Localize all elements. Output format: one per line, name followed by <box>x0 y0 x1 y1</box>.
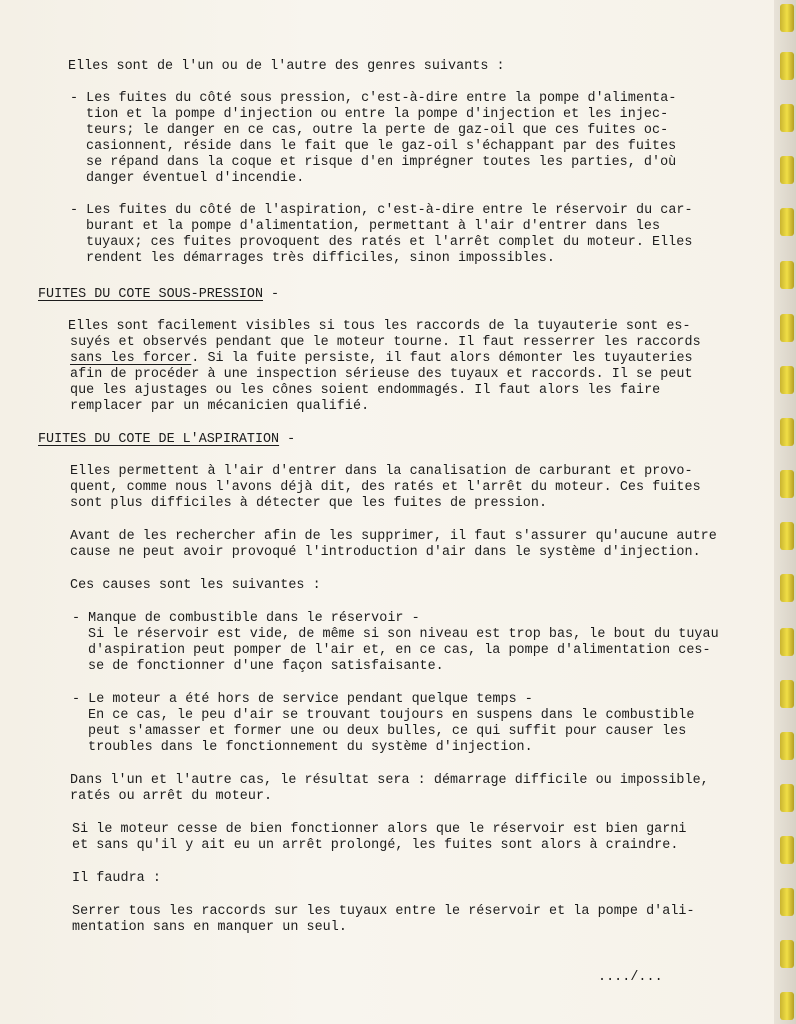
spiral-binding <box>774 0 796 1024</box>
list-item-line: teurs; le danger en ce cas, outre la perte de gaz-oil que ces fuites oc- <box>86 123 669 138</box>
binding-ring <box>780 680 794 708</box>
section-heading <box>38 432 295 448</box>
binding-ring <box>780 836 794 864</box>
binding-ring <box>780 366 794 394</box>
paragraph-line <box>70 351 693 367</box>
paragraph-line: Il faudra : <box>72 871 161 886</box>
cause-line: se de fonctionner d'une façon satisfaisante. <box>88 659 444 674</box>
paragraph-line: suyés et observés pendant que le moteur tourne. Il faut resserrer les raccords <box>70 335 701 350</box>
paragraph-line: Elles permettent à l'air d'entrer dans la canalisation de carburant et provo- <box>70 464 693 479</box>
binding-ring <box>780 156 794 184</box>
paragraph-line: Elles sont facilement visibles si tous les raccords de la tuyauterie sont es- <box>68 319 691 334</box>
paragraph-line: quent, comme nous l'avons déjà dit, des ratés et l'arrêt du moteur. Ces fuites <box>70 480 701 495</box>
list-item-line: danger éventuel d'incendie. <box>86 171 305 186</box>
heading-dash: - <box>279 432 296 447</box>
binding-ring <box>780 261 794 289</box>
paragraph-line: Dans l'un et l'autre cas, le résultat sera : démarrage difficile ou impossible, <box>70 773 709 788</box>
binding-ring <box>780 52 794 80</box>
cause-line: Si le réservoir est vide, de même si son niveau est trop bas, le bout du tuyau <box>88 627 719 642</box>
paragraph-line: Ces causes sont les suivantes : <box>70 578 321 593</box>
binding-ring <box>780 208 794 236</box>
paragraph-line: Avant de les rechercher afin de les supprimer, il faut s'assurer qu'aucune autre <box>70 529 717 544</box>
paragraph-line: ratés ou arrêt du moteur. <box>70 789 273 804</box>
paragraph-line: remplacer par un mécanicien qualifié. <box>70 399 370 414</box>
cause-line: d'aspiration peut pomper de l'air et, en ce cas, la pompe d'alimentation ces- <box>88 643 711 658</box>
paragraph-line: cause ne peut avoir provoqué l'introduction d'air dans le système d'injection. <box>70 545 701 560</box>
continuation-mark: ..../... <box>598 970 663 985</box>
cause-line: En ce cas, le peu d'air se trouvant toujours en suspens dans le combustible <box>88 708 695 723</box>
paragraph-line: afin de procéder à une inspection sérieuse des tuyaux et raccords. Il se peut <box>70 367 693 382</box>
paragraph-line: mentation sans en manquer un seul. <box>72 920 347 935</box>
paragraph-line: Serrer tous les raccords sur les tuyaux entre le réservoir et la pompe d'ali- <box>72 904 695 919</box>
heading-text: FUITES DU COTE DE L'ASPIRATION <box>38 432 280 447</box>
cause-line: troubles dans le fonctionnement du système d'injection. <box>88 740 533 755</box>
binding-ring <box>780 522 794 550</box>
binding-ring <box>780 732 794 760</box>
list-item-line: tuyaux; ces fuites provoquent des ratés et l'arrêt complet du moteur. Elles <box>86 235 693 250</box>
cause-title: - Manque de combustible dans le réservoir - <box>72 611 420 626</box>
binding-ring <box>780 104 794 132</box>
list-item-line: se répand dans la coque et risque d'en imprégner toutes les parties, d'où <box>86 155 677 170</box>
list-item-line: rendent les démarrages très difficiles, sinon impossibles. <box>86 251 555 266</box>
paragraph-line: que les ajustages ou les cônes soient endommagés. Il faut alors les faire <box>70 383 661 398</box>
paragraph-text: . Si la fuite persiste, il faut alors démonter les tuyauteries <box>191 351 693 366</box>
intro-text: Elles sont de l'un ou de l'autre des genres suivants : <box>68 59 505 74</box>
list-item-line: - Les fuites du côté sous pression, c'est-à-dire entre la pompe d'alimenta- <box>70 91 677 106</box>
underlined-text: sans les forcer <box>70 351 192 366</box>
list-item-line: tion et la pompe d'injection ou entre la pompe d'injection et les injec- <box>86 107 669 122</box>
list-item-line: burant et la pompe d'alimentation, permettant à l'air d'entrer dans les <box>86 219 661 234</box>
binding-ring <box>780 940 794 968</box>
cause-title: - Le moteur a été hors de service pendant quelque temps - <box>72 692 533 707</box>
section-heading <box>38 287 279 303</box>
heading-text: FUITES DU COTE SOUS-PRESSION <box>38 287 263 302</box>
paragraph-line: et sans qu'il y ait eu un arrêt prolongé, les fuites sont alors à craindre. <box>72 838 679 853</box>
heading-dash: - <box>263 287 280 302</box>
binding-ring <box>780 784 794 812</box>
paragraph-line: Si le moteur cesse de bien fonctionner alors que le réservoir est bien garni <box>72 822 687 837</box>
binding-ring <box>780 574 794 602</box>
list-item-line: casionnent, réside dans le fait que le gaz-oil s'échappant par des fuites <box>86 139 677 154</box>
binding-ring <box>780 314 794 342</box>
cause-line: peut s'amasser et former une ou deux bulles, ce qui suffit pour causer les <box>88 724 687 739</box>
list-item-line: - Les fuites du côté de l'aspiration, c'est-à-dire entre le réservoir du car- <box>70 203 693 218</box>
binding-ring <box>780 470 794 498</box>
binding-ring <box>780 888 794 916</box>
binding-ring <box>780 418 794 446</box>
binding-ring <box>780 992 794 1020</box>
paragraph-line: sont plus difficiles à détecter que les fuites de pression. <box>70 496 548 511</box>
binding-ring <box>780 4 794 32</box>
binding-ring <box>780 628 794 656</box>
